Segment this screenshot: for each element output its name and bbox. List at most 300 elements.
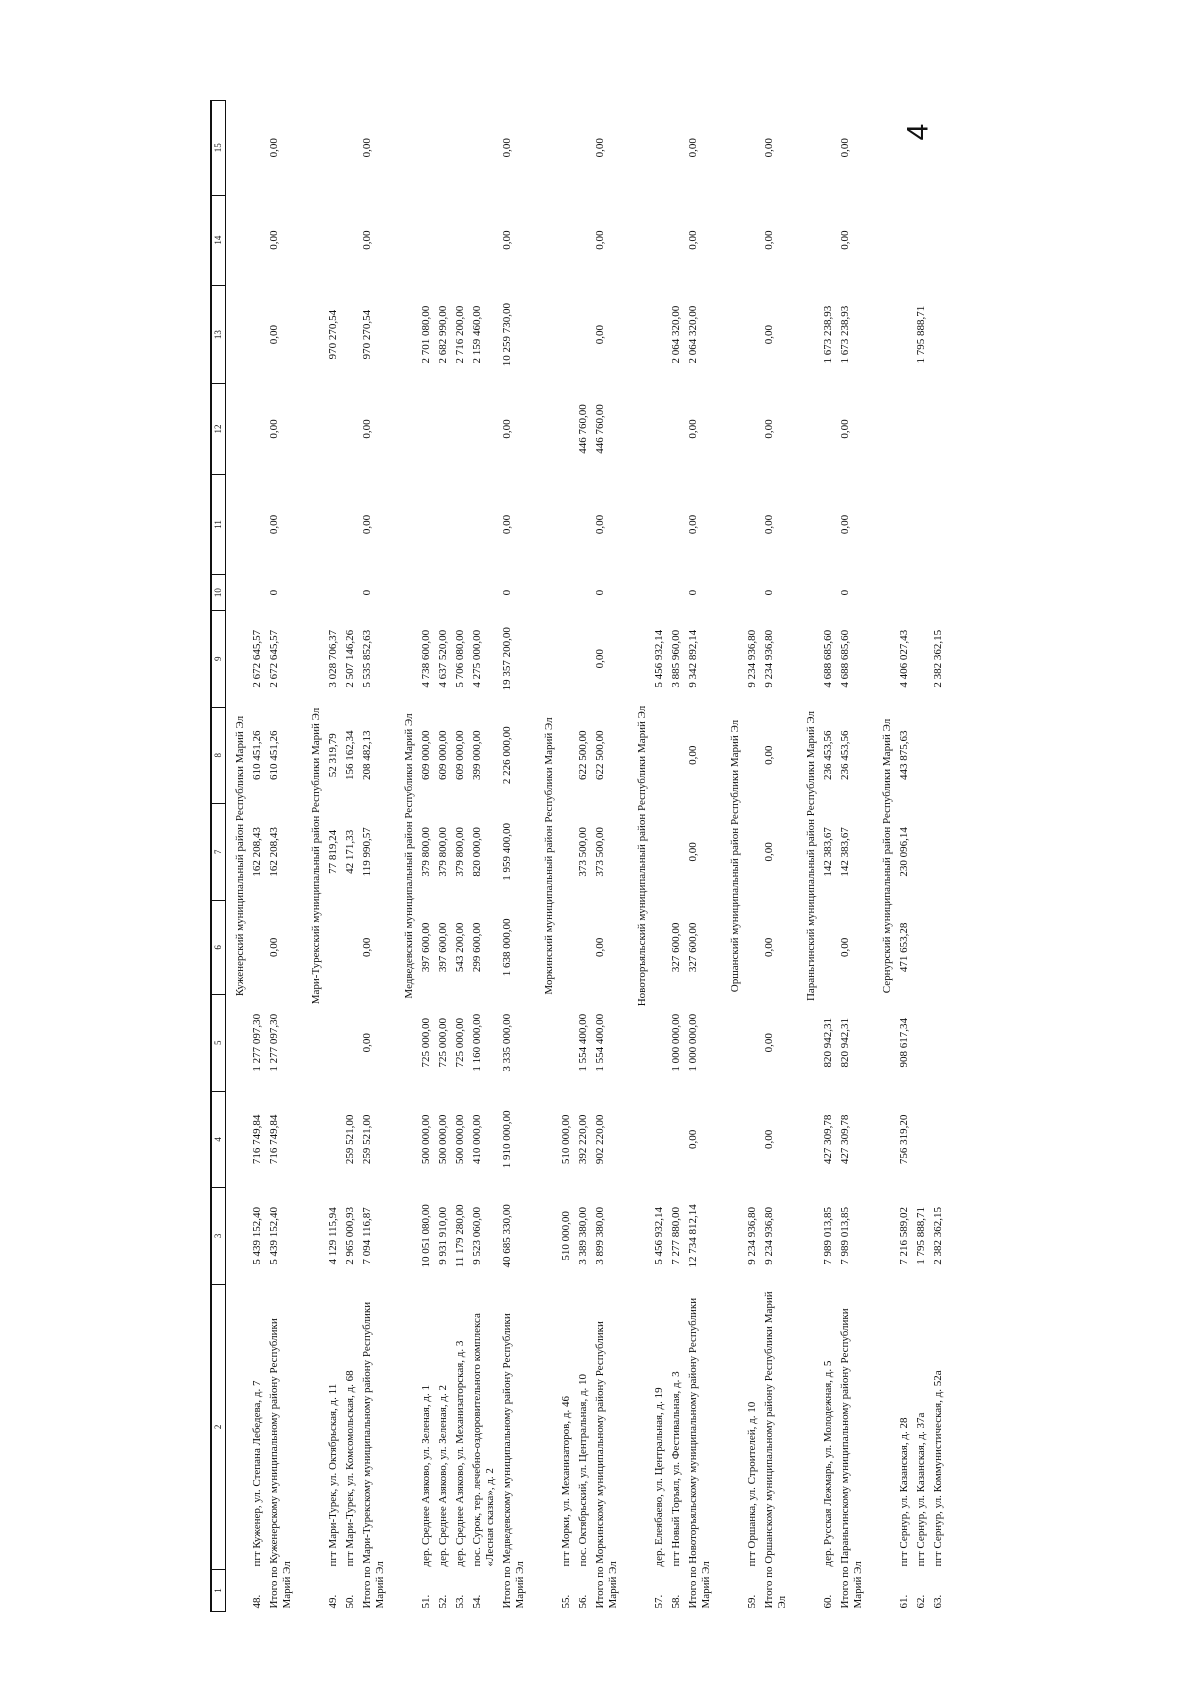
total-value: 0,00: [763, 514, 775, 535]
total-value: 0,00: [268, 324, 280, 345]
value-cell: [744, 1091, 761, 1188]
value-cell: [558, 995, 575, 1092]
row-number: 51.: [420, 1594, 432, 1609]
table-row: [930, 101, 947, 1612]
value-cell: 2 382 362,15: [932, 629, 944, 688]
total-value: 970 270,54: [361, 309, 373, 360]
table-row: [558, 101, 575, 1612]
total-value: 0,00: [687, 1129, 699, 1149]
value-cell: [913, 195, 930, 285]
value-cell: [930, 101, 947, 196]
value-cell: 142 383,67: [822, 827, 834, 877]
district-header-row: [535, 101, 558, 1612]
value-cell: [651, 707, 668, 804]
column-number-row: [211, 101, 226, 1612]
value-cell: 510 000,00: [560, 1211, 572, 1261]
registry-table-rotated: [210, 100, 1000, 1612]
total-label: Итого по Мари-Турекскому муниципальному району Республики Марий Эл: [361, 1301, 386, 1609]
row-number: 52.: [437, 1594, 449, 1609]
value-cell: [342, 474, 359, 575]
value-cell: [249, 575, 266, 611]
district-total-row: [359, 101, 395, 1612]
total-value: 0,00: [763, 419, 775, 439]
value-cell: 471 653,28: [898, 922, 910, 973]
value-cell: [930, 995, 947, 1092]
value-cell: 1 554 400,00: [577, 1013, 589, 1072]
value-cell: 11 179 280,00: [454, 1204, 466, 1268]
total-value: 622 500,00: [594, 730, 606, 781]
value-cell: [668, 1091, 685, 1188]
total-value: 0,00: [594, 230, 606, 250]
value-cell: 156 162,34: [344, 730, 356, 781]
total-value: 0,00: [687, 745, 699, 765]
value-cell: [558, 195, 575, 285]
total-value: 0,00: [763, 1033, 775, 1053]
value-cell: 397 600,00: [437, 922, 449, 973]
total-value: 427 309,78: [839, 1114, 851, 1165]
total-value: 7 989 013,85: [839, 1206, 851, 1265]
district-header-row: [226, 101, 250, 1612]
value-cell: 1 795 888,71: [915, 305, 927, 364]
district-name: Оршанский муниципальный район Республики Марий Эл: [729, 719, 741, 993]
value-cell: 9 523 060,00: [471, 1206, 483, 1265]
value-cell: 162 208,43: [251, 827, 263, 877]
column-number: 5: [211, 995, 226, 1092]
address-cell: пгт Сернур, ул. Казанская, д. 37а: [915, 1412, 927, 1567]
total-value: 0,00: [687, 138, 699, 158]
total-value: 1 959 400,00: [501, 822, 513, 881]
total-value: 0,00: [268, 514, 280, 535]
table-row: [418, 101, 435, 1612]
district-name: Моркинский муниципальный район Республики Марий Эл: [543, 717, 555, 995]
total-value: 12 734 812,14: [687, 1204, 699, 1268]
row-number: 60.: [822, 1594, 834, 1609]
column-number: 10: [211, 575, 226, 611]
value-cell: 7 989 013,85: [822, 1206, 834, 1265]
total-value: 820 942,31: [839, 1018, 851, 1068]
value-cell: [651, 384, 668, 474]
address-cell: пос. Октябрьский, ул. Центральная, д. 10: [577, 1373, 589, 1567]
row-number: 55.: [560, 1594, 572, 1609]
value-cell: [668, 804, 685, 901]
value-cell: 443 875,63: [898, 730, 910, 781]
value-cell: [558, 804, 575, 901]
value-cell: [418, 101, 435, 196]
total-value: 0,00: [594, 138, 606, 158]
value-cell: [452, 384, 469, 474]
value-cell: [469, 474, 499, 575]
address-cell: пгт Морки, ул. Механизаторов, д. 46: [560, 1396, 572, 1567]
value-cell: 1 795 888,71: [915, 1206, 927, 1265]
value-cell: 5 706 080,00: [454, 629, 466, 688]
total-value: 259 521,00: [361, 1114, 373, 1165]
row-number: 63.: [932, 1594, 944, 1609]
value-cell: 820 000,00: [471, 827, 483, 877]
value-cell: 7 216 589,02: [898, 1206, 910, 1265]
value-cell: [452, 101, 469, 196]
value-cell: [913, 575, 930, 611]
value-cell: 259 521,00: [344, 1114, 356, 1165]
value-cell: 3 389 380,00: [577, 1206, 589, 1265]
value-cell: [469, 384, 499, 474]
value-cell: 10 051 080,00: [420, 1204, 432, 1268]
value-cell: 392 220,00: [577, 1114, 589, 1165]
row-number: 53.: [454, 1594, 466, 1609]
value-cell: 2 507 146,26: [344, 629, 356, 688]
total-value: 0: [594, 589, 606, 596]
value-cell: 427 309,78: [822, 1114, 834, 1165]
value-cell: 230 096,14: [898, 827, 910, 877]
total-value: 0,00: [361, 230, 373, 250]
value-cell: [469, 195, 499, 285]
total-value: 0,00: [361, 419, 373, 439]
total-value: 0,00: [594, 649, 606, 669]
address-cell: дер. Елеябаево, ул. Центральная, д. 19: [653, 1387, 665, 1567]
total-value: 0,00: [594, 937, 606, 957]
value-cell: [325, 995, 342, 1092]
district-name: Новоторъяльский муниципальный район Республики Марий Эл: [636, 705, 648, 1007]
value-cell: 399 000,00: [471, 730, 483, 781]
value-cell: [575, 474, 592, 575]
value-cell: [896, 575, 913, 611]
total-value: 0: [501, 589, 513, 596]
value-cell: [651, 101, 668, 196]
value-cell: 3 028 706,37: [327, 629, 339, 688]
value-cell: 725 000,00: [454, 1018, 466, 1068]
value-cell: 2 965 000,93: [344, 1206, 356, 1265]
value-cell: [651, 575, 668, 611]
table-row: [249, 101, 266, 1612]
value-cell: 9 234 936,80: [746, 629, 758, 688]
value-cell: [249, 474, 266, 575]
value-cell: [325, 575, 342, 611]
value-cell: 510 000,00: [560, 1114, 572, 1165]
table-row: [469, 101, 499, 1612]
district-total-row: [499, 101, 535, 1612]
value-cell: [325, 384, 342, 474]
value-cell: 908 617,34: [898, 1018, 910, 1068]
total-value: 0,00: [763, 937, 775, 957]
value-cell: 2 672 645,57: [251, 629, 263, 688]
value-cell: [744, 285, 761, 384]
total-value: 0: [763, 589, 775, 596]
value-cell: 5 456 932,14: [653, 1206, 665, 1265]
total-value: 0,00: [501, 230, 513, 250]
page-number: 4: [901, 123, 935, 141]
value-cell: [575, 575, 592, 611]
total-value: 902 220,00: [594, 1114, 606, 1165]
value-cell: [452, 474, 469, 575]
value-cell: [930, 1091, 947, 1188]
total-value: 0,00: [594, 324, 606, 345]
value-cell: [668, 575, 685, 611]
value-cell: [575, 101, 592, 196]
value-cell: 609 000,00: [454, 730, 466, 781]
value-cell: 2 701 080,00: [420, 305, 432, 364]
total-value: 0,00: [763, 745, 775, 765]
registry-table: [210, 100, 947, 1612]
table-row: [896, 101, 913, 1612]
value-cell: 4 129 115,94: [327, 1207, 339, 1265]
total-value: 19 357 200,00: [501, 627, 513, 691]
table-row: [668, 101, 685, 1612]
value-cell: [896, 101, 913, 196]
total-value: 3 335 000,00: [501, 1013, 513, 1072]
column-number: 12: [211, 384, 226, 474]
value-cell: [558, 611, 575, 708]
total-value: 0,00: [839, 419, 851, 439]
total-value: 162 208,43: [268, 827, 280, 877]
value-cell: [930, 474, 947, 575]
value-cell: 500 000,00: [420, 1114, 432, 1165]
value-cell: 1 160 000,00: [471, 1013, 483, 1072]
address-cell: пгт Куженер, ул. Степана Лебедева, д. 7: [251, 1380, 263, 1567]
address-cell: пгт Мари-Турек, ул. Комсомольская, д. 68: [344, 1370, 356, 1567]
district-name: Сернурский муниципальный район Республики Марий Эл: [881, 718, 893, 994]
value-cell: [558, 285, 575, 384]
total-value: 40 685 330,00: [501, 1204, 513, 1268]
total-value: 1 673 238,93: [839, 305, 851, 364]
value-cell: 52 319,79: [327, 733, 339, 778]
total-value: 3 899 380,00: [594, 1206, 606, 1265]
value-cell: [913, 101, 930, 196]
value-cell: 2 716 200,00: [454, 305, 466, 364]
total-value: 5 535 852,63: [361, 629, 373, 688]
value-cell: [744, 575, 761, 611]
column-number: 4: [211, 1091, 226, 1188]
value-cell: 9 931 910,00: [437, 1206, 449, 1265]
address-cell: пгт Оршанка, ул. Строителей, д. 10: [746, 1401, 758, 1567]
address-cell: пгт Сернур, ул. Коммунистическая, д. 52а: [932, 1370, 944, 1567]
value-cell: [896, 195, 913, 285]
value-cell: 2 064 320,00: [670, 305, 682, 364]
total-label: Итого по Медведевскому муниципальному району Республики Марий Эл: [501, 1313, 526, 1609]
value-cell: 379 800,00: [420, 827, 432, 877]
total-value: 119 990,57: [361, 827, 373, 877]
column-number: 11: [211, 474, 226, 575]
table-body: [226, 101, 948, 1612]
address-cell: пгт Мари-Турек, ул. Октябрьская, д. 11: [327, 1383, 339, 1567]
value-cell: 725 000,00: [437, 1018, 449, 1068]
value-cell: 4 738 600,00: [420, 629, 432, 688]
district-total-row: [761, 101, 797, 1612]
value-cell: [325, 1091, 342, 1188]
total-value: 0,00: [501, 138, 513, 158]
total-value: 0: [361, 589, 373, 596]
value-cell: [342, 285, 359, 384]
value-cell: [249, 900, 266, 994]
total-value: 9 342 892,14: [687, 629, 699, 688]
column-number: 9: [211, 611, 226, 708]
district-total-row: [592, 101, 628, 1612]
value-cell: [558, 575, 575, 611]
value-cell: 820 942,31: [822, 1018, 834, 1068]
table-row: [342, 101, 359, 1612]
total-value: 0,00: [361, 937, 373, 957]
total-value: 0: [687, 589, 699, 596]
value-cell: [913, 1091, 930, 1188]
value-cell: [469, 575, 499, 611]
district-total-row: [685, 101, 721, 1612]
value-cell: [325, 474, 342, 575]
value-cell: [668, 707, 685, 804]
total-label: Итого по Моркинскому муниципальному району Республики Марий Эл: [594, 1321, 619, 1609]
value-cell: 42 171,33: [344, 829, 356, 874]
value-cell: 9 234 936,80: [746, 1206, 758, 1265]
value-cell: [418, 195, 435, 285]
row-number: 59.: [746, 1594, 758, 1609]
address-cell: дер. Русская Лежмарь, ул. Молодежная, д. 5: [822, 1360, 834, 1567]
value-cell: [930, 195, 947, 285]
district-header-row: [395, 101, 418, 1612]
value-cell: [913, 707, 930, 804]
value-cell: [418, 474, 435, 575]
value-cell: 2 159 460,00: [471, 305, 483, 364]
total-value: 0,00: [839, 230, 851, 250]
column-number: 14: [211, 195, 226, 285]
value-cell: [744, 707, 761, 804]
total-value: 0,00: [687, 230, 699, 250]
value-cell: 970 270,54: [327, 309, 339, 360]
value-cell: 725 000,00: [420, 1018, 432, 1068]
value-cell: 379 800,00: [454, 827, 466, 877]
value-cell: [325, 101, 342, 196]
value-cell: [930, 575, 947, 611]
total-value: 373 500,00: [594, 827, 606, 877]
total-value: 0,00: [268, 419, 280, 439]
value-cell: [744, 474, 761, 575]
table-row: [913, 101, 930, 1612]
value-cell: [896, 474, 913, 575]
value-cell: [558, 900, 575, 994]
value-cell: [820, 474, 837, 575]
value-cell: [249, 285, 266, 384]
value-cell: 543 200,00: [454, 922, 466, 973]
value-cell: [651, 995, 668, 1092]
value-cell: [575, 195, 592, 285]
value-cell: 1 277 097,30: [251, 1013, 263, 1072]
total-value: 0,00: [763, 1129, 775, 1149]
total-value: 5 439 152,40: [268, 1206, 280, 1265]
district-header-row: [797, 101, 820, 1612]
value-cell: 379 800,00: [437, 827, 449, 877]
value-cell: [452, 575, 469, 611]
value-cell: [820, 195, 837, 285]
column-number: 3: [211, 1188, 226, 1285]
total-value: 0,00: [687, 419, 699, 439]
total-value: 236 453,56: [839, 730, 851, 781]
row-number: 56.: [577, 1594, 589, 1609]
value-cell: [913, 900, 930, 994]
total-value: 446 760,00: [594, 404, 606, 454]
value-cell: [575, 900, 592, 994]
value-cell: [930, 707, 947, 804]
value-cell: 397 600,00: [420, 922, 432, 973]
value-cell: [930, 900, 947, 994]
value-cell: [325, 195, 342, 285]
address-cell: пгт Сернур, ул. Казанская, д. 28: [898, 1417, 910, 1567]
value-cell: [744, 384, 761, 474]
total-value: 0,00: [268, 937, 280, 957]
value-cell: [651, 195, 668, 285]
value-cell: [558, 707, 575, 804]
value-cell: [744, 900, 761, 994]
value-cell: [342, 900, 359, 994]
total-value: 0,00: [687, 514, 699, 535]
district-name: Мари-Турекский муниципальный район Республики Марий Эл: [310, 707, 322, 1005]
total-value: 2 672 645,57: [268, 629, 280, 688]
value-cell: [668, 474, 685, 575]
district-header-row: [302, 101, 325, 1612]
value-cell: [744, 995, 761, 1092]
address-cell: дер. Среднее Азяково, ул. Зеленая, д. 1: [420, 1385, 432, 1567]
value-cell: 299 600,00: [471, 922, 483, 973]
value-cell: 7 277 880,00: [670, 1206, 682, 1265]
total-value: 1 638 000,00: [501, 918, 513, 977]
value-cell: [469, 101, 499, 196]
value-cell: 77 819,24: [327, 829, 339, 874]
table-row: [651, 101, 668, 1612]
row-number: 62.: [915, 1594, 927, 1609]
column-number: 8: [211, 707, 226, 804]
value-cell: [325, 900, 342, 994]
value-cell: [342, 995, 359, 1092]
value-cell: 2 382 362,15: [932, 1206, 944, 1265]
value-cell: 500 000,00: [437, 1114, 449, 1165]
value-cell: [342, 101, 359, 196]
row-number: 49.: [327, 1594, 339, 1609]
total-value: 0,00: [268, 230, 280, 250]
table-row: [452, 101, 469, 1612]
total-value: 1 000 000,00: [687, 1013, 699, 1072]
total-value: 4 688 685,60: [839, 629, 851, 688]
total-value: 0,00: [763, 842, 775, 862]
value-cell: [930, 804, 947, 901]
value-cell: [668, 195, 685, 285]
district-header-row: [873, 101, 896, 1612]
district-header-row: [721, 101, 744, 1612]
value-cell: [342, 575, 359, 611]
address-cell: пос. Сурок, тер. лечебно-оздоровительного комплекса «Лесная сказка», д. 2: [471, 1313, 496, 1567]
value-cell: 609 000,00: [437, 730, 449, 781]
value-cell: [651, 1091, 668, 1188]
value-cell: 410 000,00: [471, 1114, 483, 1165]
value-cell: 236 453,56: [822, 730, 834, 781]
column-number: 15: [211, 101, 226, 196]
district-name: Медведевский муниципальный район Республики Марий Эл: [403, 713, 415, 999]
value-cell: [418, 384, 435, 474]
table-row: [575, 101, 592, 1612]
value-cell: 500 000,00: [454, 1114, 466, 1165]
total-value: 9 234 936,80: [763, 629, 775, 688]
value-cell: [435, 384, 452, 474]
district-header-row: [628, 101, 651, 1612]
address-cell: дер. Среднее Азяково, ул. Зеленая, д. 2: [437, 1385, 449, 1567]
total-value: 0,00: [763, 324, 775, 345]
total-value: 0,00: [763, 138, 775, 158]
value-cell: 5 456 932,14: [653, 629, 665, 688]
total-value: 0,00: [594, 514, 606, 535]
value-cell: [418, 575, 435, 611]
table-row: [744, 101, 761, 1612]
total-value: 9 234 936,80: [763, 1206, 775, 1265]
value-cell: 716 749,84: [251, 1114, 263, 1165]
total-value: 0: [839, 589, 851, 596]
column-number: 7: [211, 804, 226, 901]
total-value: 0,00: [501, 514, 513, 535]
total-label: Итого по Новоторъяльскому муниципальному району Республики Марий Эл: [687, 1297, 712, 1609]
total-value: 0,00: [501, 419, 513, 439]
